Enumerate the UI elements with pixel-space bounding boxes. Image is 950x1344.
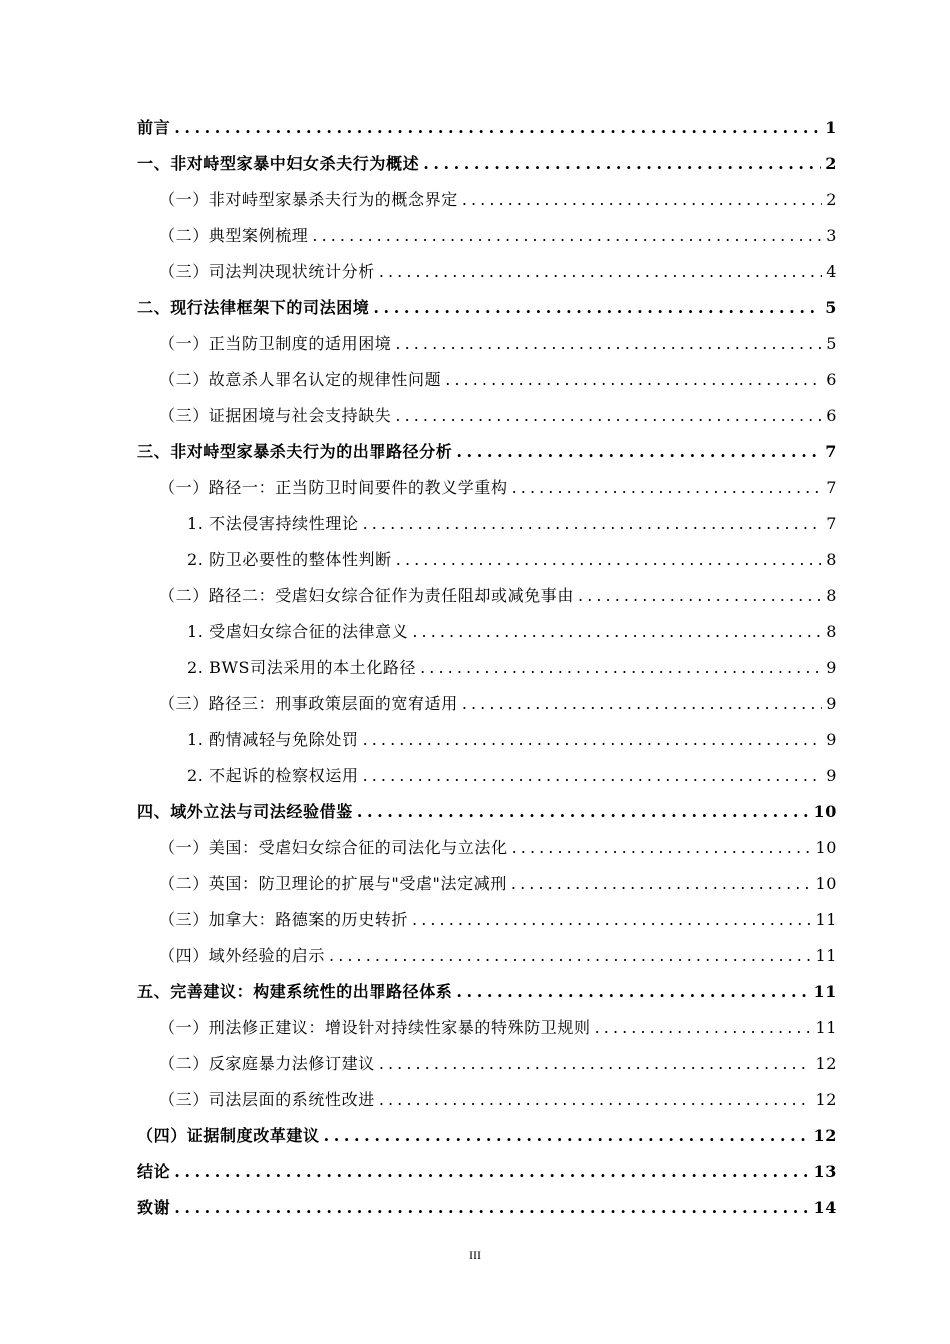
toc-dot-leader (412, 614, 822, 650)
toc-entry-page-number: 7 (826, 478, 837, 497)
toc-entry-page-number: 12 (815, 1090, 837, 1109)
toc-entry[interactable] (137, 686, 837, 722)
toc-entry-label: 前言 (137, 118, 171, 137)
toc-entry-label: 一、非对峙型家暴中妇女杀夫行为概述 (137, 154, 420, 173)
table-of-contents (137, 110, 837, 1226)
toc-entry[interactable] (137, 1010, 837, 1046)
toc-entry-label: （一）美国：受虐妇女综合征的司法化与立法化 (159, 838, 508, 857)
toc-dot-leader (462, 686, 822, 722)
toc-dot-leader (379, 254, 822, 290)
toc-entry[interactable] (137, 1082, 837, 1118)
toc-entry-page-number: 1 (825, 118, 837, 137)
toc-entry[interactable] (137, 1190, 837, 1226)
toc-dot-leader (363, 722, 823, 758)
toc-dot-leader (423, 146, 821, 182)
toc-entry[interactable] (137, 290, 837, 326)
toc-entry-label: 结论 (137, 1162, 171, 1181)
toc-entry-label: 2. BWS司法采用的本土化路径 (187, 658, 417, 677)
toc-entry-label: 2. 不起诉的检察权运用 (187, 766, 359, 785)
toc-entry[interactable] (137, 902, 837, 938)
toc-entry-label: （一）正当防卫制度的适用困境 (159, 334, 392, 353)
toc-entry-page-number: 9 (826, 658, 837, 677)
toc-entry-label: 致谢 (137, 1198, 171, 1217)
toc-entry-page-number: 5 (825, 298, 837, 317)
toc-entry-page-number: 11 (815, 946, 837, 965)
toc-dot-leader (312, 218, 822, 254)
toc-entry[interactable] (137, 974, 837, 1010)
toc-entry-page-number: 3 (826, 226, 837, 245)
toc-entry[interactable] (137, 578, 837, 614)
toc-entry-page-number: 11 (813, 982, 837, 1001)
toc-dot-leader (379, 1046, 812, 1082)
toc-entry[interactable] (137, 434, 837, 470)
toc-entry[interactable] (137, 218, 837, 254)
toc-dot-leader (420, 650, 822, 686)
toc-entry-page-number: 8 (826, 586, 837, 605)
toc-entry-label: 1. 不法侵害持续性理论 (187, 514, 359, 533)
toc-dot-leader (578, 578, 822, 614)
toc-entry-label: 1. 酌情减轻与免除处罚 (187, 730, 359, 749)
toc-entry-page-number: 11 (815, 1018, 837, 1037)
toc-entry-page-number: 14 (813, 1198, 837, 1217)
toc-dot-leader (512, 470, 823, 506)
toc-entry-page-number: 7 (825, 442, 837, 461)
toc-entry[interactable] (137, 1118, 837, 1154)
toc-entry-page-number: 9 (826, 694, 837, 713)
toc-entry[interactable] (137, 398, 837, 434)
toc-dot-leader (511, 866, 812, 902)
toc-dot-leader (396, 542, 822, 578)
toc-dot-leader (363, 758, 823, 794)
toc-dot-leader (395, 398, 822, 434)
toc-entry-page-number: 10 (813, 802, 837, 821)
toc-entry[interactable] (137, 1154, 837, 1190)
toc-entry[interactable] (137, 542, 837, 578)
toc-dot-leader (174, 1190, 809, 1226)
toc-entry-page-number: 8 (826, 550, 837, 569)
toc-dot-leader (373, 290, 821, 326)
toc-entry-page-number: 9 (826, 766, 837, 785)
toc-entry-label: （二）故意杀人罪名认定的规律性问题 (159, 370, 442, 389)
toc-dot-leader (456, 974, 809, 1010)
toc-entry-page-number: 4 (826, 262, 837, 281)
toc-entry-page-number: 2 (826, 190, 837, 209)
toc-entry[interactable] (137, 506, 837, 542)
toc-entry[interactable] (137, 938, 837, 974)
toc-entry-page-number: 9 (826, 730, 837, 749)
toc-entry-label: （一）刑法修正建议：增设针对持续性家暴的特殊防卫规则 (159, 1018, 591, 1037)
toc-dot-leader (412, 902, 811, 938)
toc-dot-leader (174, 110, 821, 146)
toc-entry-label: 五、完善建议：构建系统性的出罪路径体系 (137, 982, 453, 1001)
toc-entry-label: 四、域外立法与司法经验借鉴 (137, 802, 353, 821)
toc-entry[interactable] (137, 650, 837, 686)
toc-entry[interactable] (137, 758, 837, 794)
toc-entry[interactable] (137, 146, 837, 182)
toc-dot-leader (329, 938, 811, 974)
toc-entry-label: 2. 防卫必要性的整体性判断 (187, 550, 392, 569)
toc-entry-page-number: 2 (825, 154, 837, 173)
toc-entry-label: 二、现行法律框架下的司法困境 (137, 298, 370, 317)
toc-entry-page-number: 12 (813, 1126, 837, 1145)
toc-entry-page-number: 7 (826, 514, 837, 533)
toc-entry-page-number: 6 (826, 370, 837, 389)
toc-entry-label: （二）路径二：受虐妇女综合征作为责任阻却或减免事由 (159, 586, 575, 605)
toc-entry-page-number: 8 (826, 622, 837, 641)
toc-entry-label: （三）司法判决现状统计分析 (159, 262, 375, 281)
toc-entry-page-number: 12 (815, 1054, 837, 1073)
toc-entry-page-number: 6 (826, 406, 837, 425)
toc-entry[interactable] (137, 722, 837, 758)
toc-entry[interactable] (137, 794, 837, 830)
toc-entry[interactable] (137, 110, 837, 146)
toc-entry-label: 三、非对峙型家暴杀夫行为的出罪路径分析 (137, 442, 453, 461)
toc-entry-label: （四）域外经验的启示 (159, 946, 326, 965)
toc-entry-page-number: 13 (813, 1162, 837, 1181)
toc-entry-page-number: 5 (826, 334, 837, 353)
toc-entry-label: （一）路径一：正当防卫时间要件的教义学重构 (159, 478, 508, 497)
toc-entry-page-number: 11 (815, 910, 837, 929)
toc-entry-label: （三）司法层面的系统性改进 (159, 1090, 375, 1109)
toc-entry[interactable] (137, 1046, 837, 1082)
toc-dot-leader (363, 506, 823, 542)
toc-entry-label: （三）路径三：刑事政策层面的宽宥适用 (159, 694, 458, 713)
toc-entry-label: （一）非对峙型家暴杀夫行为的概念界定 (159, 190, 458, 209)
toc-dot-leader (357, 794, 810, 830)
toc-dot-leader (174, 1154, 809, 1190)
toc-dot-leader (462, 182, 822, 218)
toc-dot-leader (324, 1118, 810, 1154)
toc-entry-page-number: 10 (815, 838, 837, 857)
toc-entry[interactable] (137, 470, 837, 506)
toc-entry-label: （三）证据困境与社会支持缺失 (159, 406, 392, 425)
toc-dot-leader (456, 434, 821, 470)
toc-entry[interactable] (137, 182, 837, 218)
toc-entry-label: （二）英国：防卫理论的扩展与"受虐"法定减刑 (159, 874, 507, 893)
toc-dot-leader (445, 362, 822, 398)
toc-entry[interactable] (137, 254, 837, 290)
toc-entry-label: （四）证据制度改革建议 (137, 1126, 320, 1145)
toc-entry-label: （二）典型案例梳理 (159, 226, 309, 245)
toc-entry[interactable] (137, 614, 837, 650)
toc-entry[interactable] (137, 830, 837, 866)
page-number-footer: III (469, 1248, 481, 1262)
toc-dot-leader (379, 1082, 812, 1118)
toc-dot-leader (595, 1010, 812, 1046)
toc-dot-leader (395, 326, 822, 362)
toc-dot-leader (512, 830, 812, 866)
toc-entry[interactable] (137, 362, 837, 398)
toc-entry[interactable] (137, 326, 837, 362)
toc-entry[interactable] (137, 866, 837, 902)
toc-entry-label: 1. 受虐妇女综合征的法律意义 (187, 622, 409, 641)
toc-entry-page-number: 10 (815, 874, 837, 893)
toc-entry-label: （二）反家庭暴力法修订建议 (159, 1054, 375, 1073)
toc-entry-label: （三）加拿大：路德案的历史转折 (159, 910, 409, 929)
